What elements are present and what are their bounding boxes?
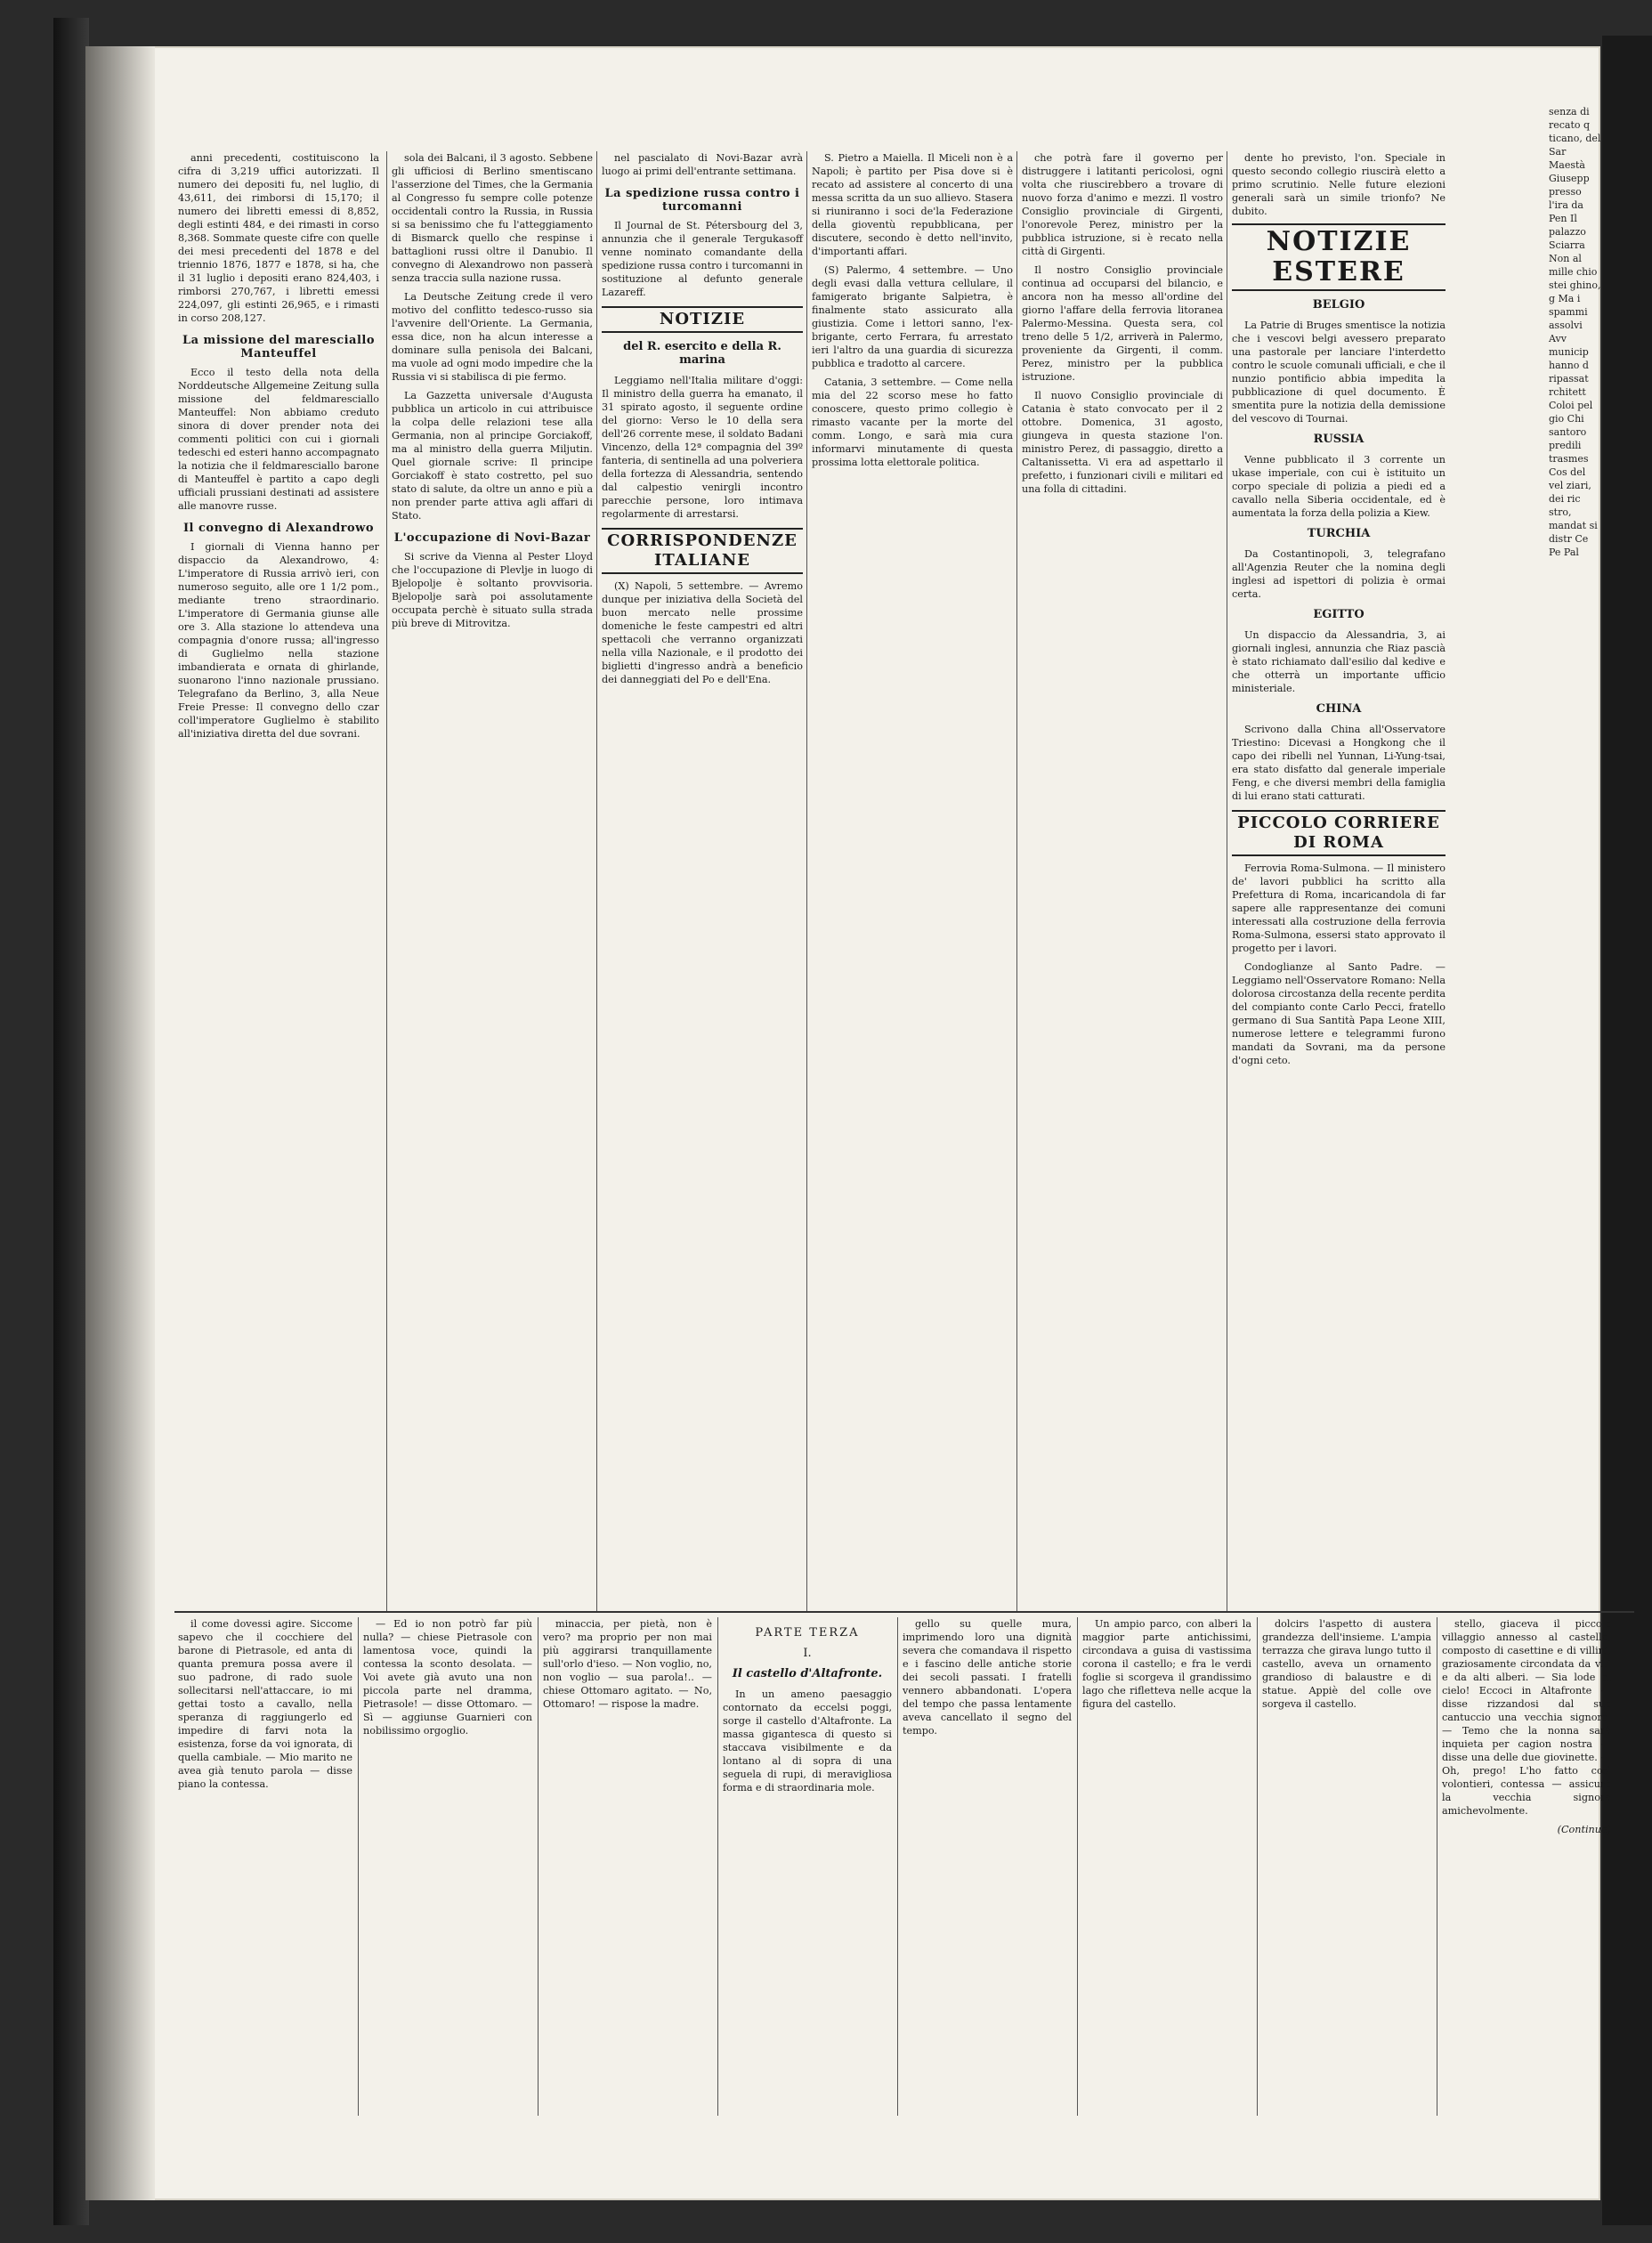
column-text: dolcirs l'aspetto di austera grandezza dell'insieme. L'ampia terrazza che girava lungo tutto il castello, aveva un ornamento grandioso di balaustre e di statue. Appiè del colle ove sorgeva il castello. <box>1262 1618 1431 1710</box>
column-text: Venne pubblicato il 3 corrente un ukase imperiale, con cui è istituito un corpo speciale di polizia a piedi ed a cavallo nella Siberia occidentale, ed è aumentata la forza della polizia a Kiew. <box>1232 454 1446 519</box>
cut-off-column: senza di recato q ticano, del Sar Maestà Giusepp presso l'ira da Pen Il palazzo Sciarra Non al mille chio stei ghino, g Ma i spammi assolvi Avv municip hanno d ripassat rchitett Coloi pel gio Chi santoro predili trasmes Cos del vel ziari, dei ric stro, mandat si distr Ce Pe Pal <box>1549 106 1601 558</box>
column-rule <box>538 1617 539 2116</box>
column-text: Il nostro Consiglio provinciale continua ad occuparsi del bilancio, e ancora non ha messo all'ordine del giorno l'affare della ferrovia litoranea Palermo-Messina. Questa sera, col treno delle 5 1/2, arriverà in Palermo, proveniente da Girgenti, il comm. Perez, ministro per la pubblica istruzione. <box>1022 264 1223 383</box>
feuilleton-column-2 <box>363 1617 532 2116</box>
column-5 <box>1022 151 1223 1611</box>
chapter-number: I. <box>803 1647 812 1660</box>
page-gutter <box>85 46 155 2200</box>
section-subheading: EGITTO <box>1313 608 1365 621</box>
column-6 <box>1232 151 1446 1611</box>
column-text: il come dovessi agire. Siccome sapevo che il cocchiere del barone di Pietrasole, ed anta di quanta premura possa avere il suo padrone, di rado suole sollecitarsi nell'attaccare, io mi gettai tosto a cavallo, nella speranza di raggiungerlo ed impedire di farvi nota la esistenza, forse da voi ignorata, di quella cambiale. — Mio marito ne avea già tenuto parola — disse piano la contessa. <box>178 1618 352 1790</box>
feuilleton-column-6 <box>1082 1617 1251 2116</box>
column-text: La Deutsche Zeitung crede il vero motivo del conflitto tedesco-russo sia l'avvenire dell'Oriente. La Germania, essa dice, non ha alcun interesse a dominare sulla penisola dei Balcani, ma vuole ad ogni modo impedire che la Russia vi si stabilisca di pie fermo. <box>392 291 593 383</box>
section-heading: L'occupazione di Novi-Bazar <box>393 531 591 545</box>
column-text: Un dispaccio da Alessandria, 3, ai giornali inglesi, annunzia che Riaz pascià è stato richiamato dall'esilio dal kedive e che otterrà un importante ufficio ministeriale. <box>1232 629 1446 694</box>
column-1 <box>178 151 379 1611</box>
column-text: Si scrive da Vienna al Pester Lloyd che l'occupazione di Plevlje in luogo di Bjelopolje è soltanto provvisoria. Bjelopolje sarà poi assolutamente occupata perchè è situato sulla strada più breve di Mitrovitza. <box>392 551 593 629</box>
section-heading: NOTIZIE ESTERE <box>1232 223 1446 291</box>
column-text: stello, giaceva il piccolo villaggio annesso al castello, composto di casettine e di villini, graziosamente circondata da viti e da alti alberi. — Sia lode al cielo! Eccoci in Altafronte — disse rizzandosi dal suo cantuccio una vecchia signora. — Temo che la nonna sarà inquieta per cagion nostra — disse una delle due giovinette. — Oh, prego! L'ho fatto così volontieri, contessa — assicurò la vecchia signora amichevolmente. <box>1442 1618 1611 1817</box>
section-heading: PICCOLO CORRIERE DI ROMA <box>1232 810 1446 856</box>
column-text: Il Journal de St. Pétersbourg del 3, annunzia che il generale Tergukasoff venne nominato comandante della spedizione russa contro i turcomanni in sostituzione al defunto generale Lazareff. <box>602 220 803 298</box>
column-text: che potrà fare il governo per distruggere i latitanti pericolosi, ogni volta che riuscirebbero a trovare di nuovo forza d'animo e mezzi. Il vostro Consiglio provinciale di Girgenti, l'onorevole Perez, ministro per la pubblica istruzione, si è recato nella città di Girgenti. <box>1022 152 1223 257</box>
column-text: Catania, 3 settembre. — Come nella mia del 22 scorso mese ho fatto conoscere, questo primo collegio è rimasto vacante per la morte del comm. Longo, e sarà mia cura informarvi minutamente di questa prossima lotta elettorale politica. <box>812 377 1013 468</box>
feuilleton-column-3 <box>543 1617 712 2116</box>
column-rule <box>596 151 597 1611</box>
section-heading: La missione del maresciallo Manteuffel <box>182 334 376 360</box>
section-heading: CORRISPONDENZE ITALIANE <box>602 528 803 574</box>
feuilleton-divider <box>174 1611 1634 1613</box>
newspaper-page <box>85 46 1611 2200</box>
column-text: S. Pietro a Maiella. Il Miceli non è a Napoli; è partito per Pisa dove si è recato ad assistere al concerto di una messa scritta da un suo allievo. Stasera si riuniranno i soci de'la Federazione della gioventù repubblicana, per discutere, secondo è detto nell'invito, d'importanti affari. <box>812 152 1013 257</box>
section-subheading: CHINA <box>1316 702 1362 716</box>
column-text: Ecco il testo della nota della Norddeutsche Allgemeine Zeitung sulla missione del feldmaresciallo Manteuffel: Non abbiamo creduto sinora di dover prender nota dei commenti politici con cui i giornali tedeschi ed esteri hanno accompagnato la notizia che il feldmaresciallo barone di Manteuffel è partito a capo degli ufficiali prussiani destinati ad assistere alle manovre russe. <box>178 367 379 512</box>
section-subheading: del R. esercito e della R. marina <box>623 340 781 367</box>
section-heading: Il convegno di Alexandrowo <box>182 522 375 535</box>
feuilleton-column-5 <box>903 1617 1072 2116</box>
feuilleton-column-8 <box>1442 1617 1611 2116</box>
section-subheading: BELGIO <box>1312 298 1365 312</box>
column-text: anni precedenti, costituiscono la cifra di 3,219 uffici autorizzati. Il numero dei depositi fu, nel luglio, di 43,611, dei rimborsi di 15,170; il numero dei libretti emessi di 8,852, degli estinti 484, e dei rimasti in corso 8,368. Sommate queste cifre con quelle dei mesi precedenti del 1878 e del triennio 1876, 1877 e 1878, si ha, che il 31 luglio i depositi erano 824,403, i rimborsi 270,767, i libretti emessi 224,097, gli estinti 26,965, e i rimasti in corso 208,127. <box>178 152 379 324</box>
column-text: (S) Palermo, 4 settembre. — Uno degli evasi dalla vettura cellulare, il famigerato brigante Salpietra, è finalmente stato assicurato alla giustizia. Come i lettori sanno, l'ex-brigante, certo Ferrara, fu arrestato ieri l'altro da una guardia di sicurezza pubblica e tradotto al carcere. <box>812 264 1013 369</box>
column-text: Leggiamo nell'Italia militare d'oggi: Il ministro della guerra ha emanato, il 31 spirato agosto, il seguente ordine del giorno: Verso le 10 della sera dell'26 corrente mese, il soldato Badani Vincenzo, della 12ª compagnia del 39º fanteria, di sentinella ad una polveriera della fortezza di Alessandria, sentendo dal calpestio venirgli incontro parecchie persone, loro intimava regolarmente di arrestarsi. <box>602 375 803 520</box>
section-subheading: RUSSIA <box>1313 433 1365 446</box>
column-4 <box>812 151 1013 1611</box>
section-subheading: TURCHIA <box>1307 527 1371 540</box>
chapter-title: Il castello d'Altafronte. <box>732 1667 883 1680</box>
part-heading: PARTE TERZA <box>755 1626 860 1640</box>
column-rule <box>717 1617 718 2116</box>
column-text: Condoglianze al Santo Padre. — Leggiamo nell'Osservatore Romano: Nella dolorosa circostanza della recente perdita del compianto conte Carlo Pecci, fratello germano di Sua Santità Papa Leone XIII, numerose lettere e telegrammi furono mandati da Sovrani, ma da persone d'ogni ceto. <box>1232 961 1446 1066</box>
section-heading: La spedizione russa contro i turcomanni <box>604 187 800 214</box>
column-text: Un ampio parco, con alberi la maggior parte antichissimi, circondava a guisa di vastissima corona il castello; e fra le verdi foglie si scorgeva il grandissimo lago che rifletteva nelle acque la figura del castello. <box>1082 1618 1251 1710</box>
column-text: nel pascialato di Novi-Bazar avrà luogo ai primi dell'entrante settimana. <box>602 152 803 177</box>
column-rule <box>1257 1617 1258 2116</box>
feuilleton-column-1 <box>178 1617 352 2116</box>
column-rule <box>358 1617 359 2116</box>
column-text: — Ed io non potrò far più nulla? — chiese Pietrasole con lamentosa voce, quindi la contessa la sconto desolata. — Voi avete già avuto una non piccola parte nel dramma, Pietrasole! — disse Ottomaro. — Sì — aggiunse Guarnieri con nobilissimo orgoglio. <box>363 1618 532 1737</box>
feuilleton-column-7 <box>1262 1617 1431 2116</box>
column-text: Ferrovia Roma-Sulmona. — Il ministero de' lavori pubblici ha scritto alla Prefettura di Roma, incaricandola di far sapere alle rappresentanze dei comuni interessati alla costruzione della ferrovia Roma-Sulmona, essersi stato approvato il progetto per i lavori. <box>1232 862 1446 954</box>
column-rule <box>386 151 387 1611</box>
column-text: La Patrie di Bruges smentisce la notizia che i vescovi belgi avessero preparato una pastorale per lanciare l'interdetto contro le scuole comunali ufficiali, e che il nunzio pontificio abbia impedita la pubblicazione di quel documento. È smentita pure la notizia della demissione del vescovo di Tournai. <box>1232 320 1446 425</box>
feuilleton-column-4 <box>723 1617 892 2116</box>
column-text: In un ameno paesaggio contornato da eccelsi poggi, sorge il castello d'Altafronte. La massa gigantesca di questo si staccava visibilmente e da lontano al di sopra di una seguela di rupi, di meravigliosa forma e di straordinaria mole. <box>723 1688 892 1794</box>
column-text: La Gazzetta universale d'Augusta pubblica un articolo in cui attribuisce la colpa delle relazioni tese alla Germania, non al principe Gorciakoff, ma al ministro della guerra Miljutin. Quel giornale scrive: Il principe Gorciakoff è stato costretto, pel suo stato di salute, da oltre un anno e più a non prender parte attiva agli affari di Stato. <box>392 390 593 522</box>
binding-shadow <box>53 18 89 2225</box>
column-text: gello su quelle mura, imprimendo loro una dignità severa che comandava il rispetto e i fascino delle antiche storie dei secoli passati. I fratelli vennero abbandonati. L'opera del tempo che passa lentamente aveva cancellato il segno del tempo. <box>903 1618 1072 1737</box>
column-text: Da Costantinopoli, 3, telegrafano all'Agenzia Reuter che la nomina degli inglesi ad ispettori di polizia è ormai certa. <box>1232 548 1446 600</box>
column-rule <box>897 1617 898 2116</box>
column-text: minaccia, per pietà, non è vero? ma proprio per non mai più aggirarsi tranquillamente sull'orlo d'ieso. — Non voglio, no, non voglio — sua parola!.. — chiese Ottomaro agitato. — No, Ottomaro! — rispose la madre. <box>543 1618 712 1710</box>
section-heading: NOTIZIE <box>602 306 803 333</box>
column-2 <box>392 151 593 1611</box>
column-rule <box>806 151 807 1611</box>
column-text: dente ho previsto, l'on. Speciale in questo secondo collegio riuscirà eletto a primo scrutinio. Nelle future elezioni generali sarà un simile trionfo? Ne dubito. <box>1232 152 1446 217</box>
column-3 <box>602 151 803 1611</box>
column-text: Scrivono dalla China all'Osservatore Triestino: Dicevasi a Hongkong che il capo dei ribelli nel Yunnan, Li-Yung-tsai, era stato disfatto dal generale imperiale Feng, e che diversi membri della famiglia di lui erano stati catturati. <box>1232 724 1446 802</box>
column-text: Il nuovo Consiglio provinciale di Catania è stato convocato per il 2 ottobre. Domenica, 31 agosto, giungeva in questa stazione l'on. ministro Perez, di passaggio, diretto a Caltanissetta. Vi era ad aspettarlo il prefetto, i funzionari civili e militari ed una folla di cittadini. <box>1022 390 1223 495</box>
column-text: sola dei Balcani, il 3 agosto. Sebbene gli ufficiosi di Berlino smentiscano l'asserzione del Times, che la Germania al Congresso fu sempre colle potenze occidentali contro la Russia, in Russia si sa benissimo che fu l'atteggiamento di Bismarck quello che respinse i battaglioni russi oltre il Danubio. Il convegno di Alexandrowo non passerà senza traccia sulla nazione russa. <box>392 152 593 284</box>
column-rule <box>1016 151 1017 1611</box>
column-text: (X) Napoli, 5 settembre. — Avremo dunque per iniziativa della Società del buon mercato nelle prossime domeniche le feste campestri ed altri spettacoli che verranno organizzati nella villa Nazionale, e il prodotto dei biglietti d'ingresso andrà a beneficio dei danneggiati del Po e dell'Ena. <box>602 580 803 685</box>
column-text: I giornali di Vienna hanno per dispaccio da Alexandrowo, 4: L'imperatore di Russia arrivò ieri, con numeroso seguito, alle ore 1 1/2 pom., mediante treno straordinario. L'imperatore di Germania giunse alle ore 3. Alla stazione lo attendeva una compagnia d'onore russa; all'ingresso di Guglielmo nella stazione imbandierata e ornata di ghirlande, suonarono l'inno nazionale prussiano. Telegrafano da Berlino, 3, alla Neue Freie Presse: Il convegno dello czar coll'imperatore Guglielmo è stabilito all'iniziativa diretta del due sovrani. <box>178 541 379 740</box>
continues-note: (Continua) <box>1557 1824 1611 1835</box>
column-rule <box>1077 1617 1078 2116</box>
